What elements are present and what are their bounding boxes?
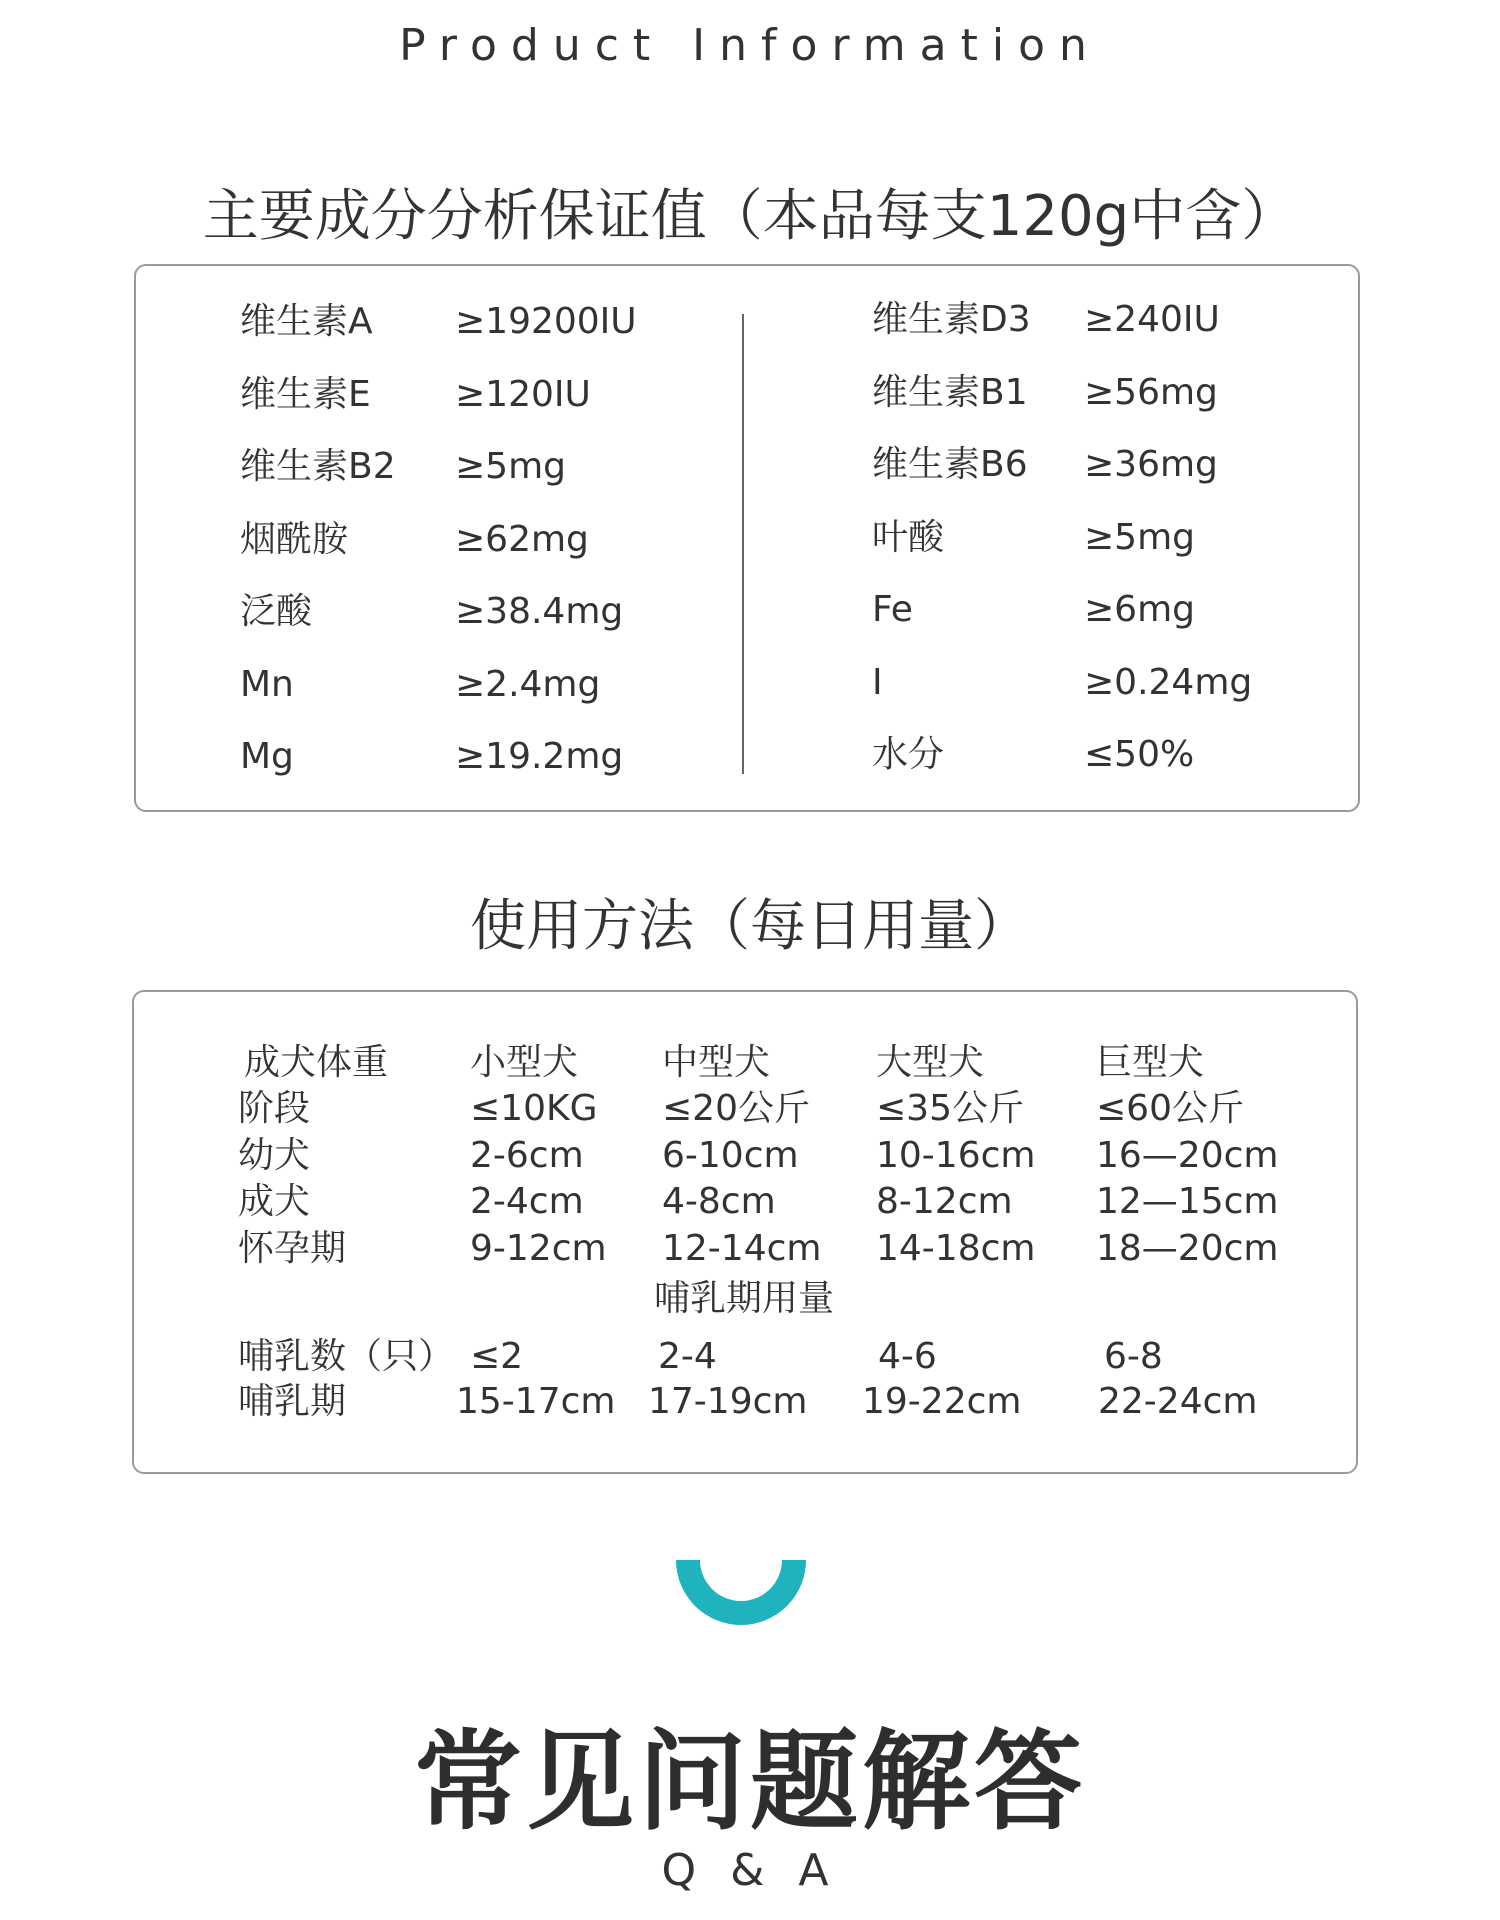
lactation-cell: ≤2 (470, 1336, 524, 1377)
nutrient-name: 泛酸 (240, 591, 313, 632)
nutrient-row (240, 437, 660, 510)
nutrient-value: ≥240IU (1084, 299, 1220, 340)
lactation-cell: 6-8 (1104, 1336, 1163, 1377)
usage-header-cell: 大型犬 (876, 1042, 985, 1083)
usage-cell: 2-4cm (470, 1181, 584, 1222)
usage-cell: 10-16cm (876, 1134, 1036, 1176)
nutrient-name: 维生素D3 (872, 299, 1031, 340)
nutrient-value: ≥62mg (455, 518, 589, 560)
nutrient-value: ≥19.2mg (455, 736, 624, 777)
nutrient-name: 维生素E (240, 373, 371, 415)
nutrient-name: 维生素B6 (872, 444, 1028, 485)
lactation-cell: 15-17cm (456, 1381, 616, 1422)
nutrient-section-title: 主要成分分析保证值（本品每支120g中含） (202, 184, 1298, 249)
usage-cell: 2-6cm (470, 1134, 584, 1176)
decorative-arc-icon (676, 1560, 806, 1628)
nutrient-name: 叶酸 (872, 516, 945, 558)
nutrient-value: ≥19200IU (455, 301, 637, 342)
usage-section-title: 使用方法（每日用量） (470, 894, 1030, 959)
nutrient-name: Mn (240, 663, 294, 705)
nutrient-row (872, 363, 1292, 436)
nutrient-name: Mg (240, 736, 294, 777)
usage-header-cell: 巨型犬 (1096, 1042, 1205, 1083)
lactation-cell: 17-19cm (648, 1381, 808, 1422)
usage-cell: ≤60公斤 (1096, 1088, 1244, 1129)
nutrient-value: ≥6mg (1084, 589, 1195, 630)
faq-title: 常见问题解答 (413, 1720, 1086, 1845)
lactation-cell: 2-4 (658, 1336, 717, 1377)
usage-header-cell: 小型犬 (470, 1042, 579, 1083)
lactation-cell: 哺乳数（只） (238, 1336, 455, 1377)
nutrient-name: 烟酰胺 (240, 518, 349, 560)
nutrient-name: 维生素B1 (872, 371, 1028, 413)
usage-header-cell: 成犬体重 (244, 1042, 389, 1083)
usage-header-cell: 中型犬 (662, 1042, 771, 1083)
lactation-cell: 4-6 (878, 1336, 937, 1377)
nutrient-name: 维生素A (240, 301, 373, 342)
lactation-cell: 22-24cm (1098, 1381, 1258, 1422)
nutrient-name: 水分 (872, 734, 945, 775)
nutrient-value: ≥36mg (1084, 444, 1218, 485)
lactation-subtitle: 哺乳期用量 (654, 1278, 835, 1319)
usage-cell: 6-10cm (662, 1134, 799, 1176)
usage-cell: 幼犬 (238, 1134, 311, 1176)
usage-cell: 9-12cm (470, 1227, 607, 1269)
usage-cell: ≤35公斤 (876, 1088, 1024, 1129)
nutrient-name: Fe (872, 589, 913, 630)
nutrient-row (240, 292, 660, 365)
nutrient-value: ≥5mg (455, 446, 566, 487)
nutrient-value: ≥5mg (1084, 516, 1195, 558)
usage-cell: 14-18cm (876, 1227, 1036, 1269)
usage-cell: ≤10KG (470, 1088, 598, 1129)
nutrient-row (872, 435, 1292, 508)
faq-subtitle: Q & A (661, 1845, 839, 1896)
nutrient-column-divider (742, 314, 744, 774)
nutrient-row (240, 510, 660, 583)
nutrient-row (240, 727, 660, 800)
nutrient-row (872, 725, 1292, 798)
nutrient-row (872, 508, 1292, 581)
nutrient-row (240, 655, 660, 728)
nutrient-value: ≤50% (1084, 734, 1195, 775)
usage-cell: 成犬 (238, 1181, 311, 1222)
usage-cell: 阶段 (238, 1088, 311, 1129)
lactation-cell: 哺乳期 (238, 1381, 347, 1422)
usage-cell: 12—15cm (1096, 1181, 1279, 1222)
nutrient-row (872, 653, 1292, 726)
usage-cell: 16—20cm (1096, 1134, 1279, 1176)
nutrient-value: ≥56mg (1084, 371, 1218, 413)
nutrient-row (872, 580, 1292, 653)
nutrient-value: ≥38.4mg (455, 591, 624, 632)
nutrient-value: ≥120IU (455, 373, 591, 415)
usage-cell: 怀孕期 (238, 1227, 347, 1269)
nutrient-value: ≥0.24mg (1084, 661, 1253, 703)
nutrient-value: ≥2.4mg (455, 663, 601, 705)
nutrient-name: 维生素B2 (240, 446, 396, 487)
usage-cell: 4-8cm (662, 1181, 776, 1222)
usage-cell: 12-14cm (662, 1227, 822, 1269)
usage-cell: 8-12cm (876, 1181, 1013, 1222)
nutrient-row (240, 582, 660, 655)
lactation-cell: 19-22cm (862, 1381, 1022, 1422)
english-header: Product Information (399, 20, 1101, 71)
nutrient-row (872, 290, 1292, 363)
usage-cell: 18—20cm (1096, 1227, 1279, 1269)
nutrient-name: I (872, 661, 883, 703)
nutrient-row (240, 365, 660, 438)
usage-cell: ≤20公斤 (662, 1088, 810, 1129)
